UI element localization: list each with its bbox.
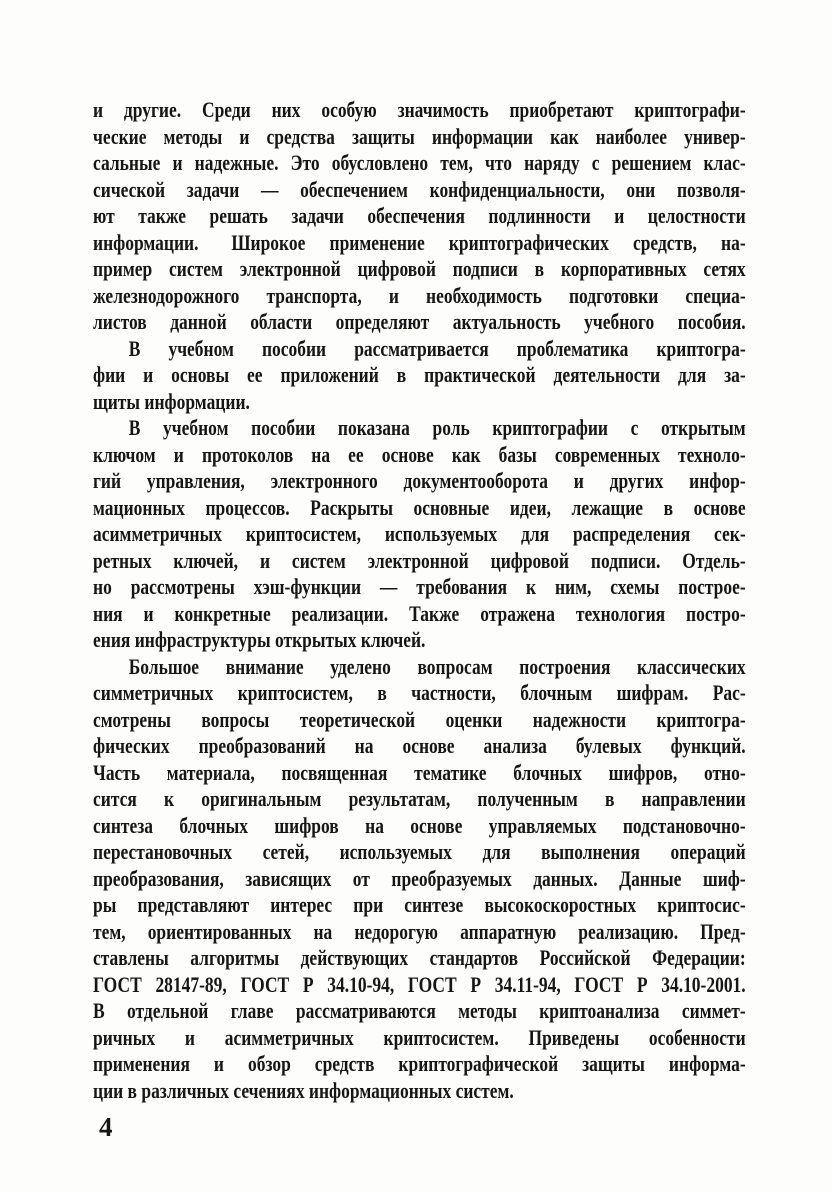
text-line: информации. Широкое применение криптографических средств, на- bbox=[93, 229, 746, 255]
text-line: Часть материала, посвященная тематике блочных шифров, отно- bbox=[93, 759, 746, 785]
text-line: ключом и протоколов на ее основе как базы современных техноло- bbox=[93, 441, 746, 467]
text-line: ставлены алгоритмы действующих стандартов Российской Федерации: bbox=[93, 945, 746, 970]
text-line: фии и основы ее приложений в практической деятельности для за- bbox=[93, 362, 746, 387]
paragraph bbox=[93, 415, 746, 654]
text-line: ют также решать задачи обеспечения подлинности и целостности bbox=[93, 203, 746, 228]
text-line: В учебном пособии показана роль криптографии с открытым bbox=[128, 415, 746, 440]
text-line: ры представляют интерес при синтезе высокоскоростных криптосис- bbox=[93, 892, 746, 917]
text-line: Большое внимание уделено вопросам построения классических bbox=[128, 653, 746, 679]
text-line: ческие методы и средства защиты информации как наиболее универ- bbox=[93, 123, 746, 149]
text-line: сальные и надежные. Это обусловлено тем, что наряду с решением клас- bbox=[93, 150, 746, 175]
text-line: пример систем электронной цифровой подписи в корпоративных сетях bbox=[93, 256, 746, 281]
text-line: преобразования, зависящих от преобразуемых данных. Данные шиф- bbox=[93, 865, 746, 891]
paragraph bbox=[93, 336, 746, 416]
text-block bbox=[93, 97, 746, 1104]
text-line: асимметричных криптосистем, используемых для распределения сек- bbox=[93, 521, 746, 546]
text-line: щиты информации. bbox=[93, 388, 250, 414]
text-line: В отдельной главе рассматриваются методы криптоанализа симмет- bbox=[93, 998, 746, 1023]
text-line: смотрены вопросы теоретической оценки надежности криптогра- bbox=[93, 706, 746, 732]
text-line: сической задачи — обеспечением конфиденциальности, они позволя- bbox=[93, 176, 746, 202]
text-line: листов данной области определяют актуальность учебного пособия. bbox=[93, 309, 746, 334]
paragraph bbox=[93, 97, 746, 336]
text-line: ГОСТ 28147-89, ГОСТ Р 34.10-94, ГОСТ Р 34.11-94, ГОСТ Р 34.10-2001. bbox=[93, 971, 746, 997]
text-line: тем, ориентированных на недорогую аппаратную реализацию. Пред- bbox=[93, 918, 746, 944]
text-line: мационных процессов. Раскрыты основные идеи, лежащие в основе bbox=[93, 494, 746, 520]
text-line: ции в различных сечениях информационных систем. bbox=[93, 1077, 514, 1103]
text-line: сится к оригинальным результатам, полученным в направлении bbox=[93, 786, 746, 811]
text-line: симметричных криптосистем, в частности, блочным шифрам. Рас- bbox=[93, 680, 746, 705]
text-line: перестановочных сетей, используемых для выполнения операций bbox=[93, 839, 746, 864]
text-line: ричных и асимметричных криптосистем. Приведены особенности bbox=[93, 1024, 746, 1050]
page-number: 4 bbox=[99, 1112, 113, 1142]
text-line: применения и обзор средств криптографической защиты информа- bbox=[93, 1051, 746, 1076]
text-line: ретных ключей, и систем электронной цифровой подписи. Отдель- bbox=[93, 547, 746, 573]
paragraph bbox=[93, 654, 746, 1105]
text-line: железнодорожного транспорта, и необходимость подготовки специа- bbox=[93, 282, 746, 308]
text-line: гий управления, электронного документооборота и других инфор- bbox=[93, 468, 746, 493]
text-line: синтеза блочных шифров на основе управляемых подстановочно- bbox=[93, 812, 746, 838]
text-line: В учебном пособии рассматривается проблематика криптогра- bbox=[128, 335, 746, 361]
text-line: но рассмотрены хэш-функции — требования к ним, схемы построе- bbox=[93, 574, 746, 599]
text-line: ния и конкретные реализации. Также отражена технология постро- bbox=[93, 600, 746, 626]
text-line: фических преобразований на основе анализа булевых функций. bbox=[93, 733, 746, 758]
text-line: и другие. Среди них особую значимость приобретают криптографи- bbox=[93, 97, 746, 122]
text-line: ения инфраструктуры открытых ключей. bbox=[93, 627, 426, 652]
